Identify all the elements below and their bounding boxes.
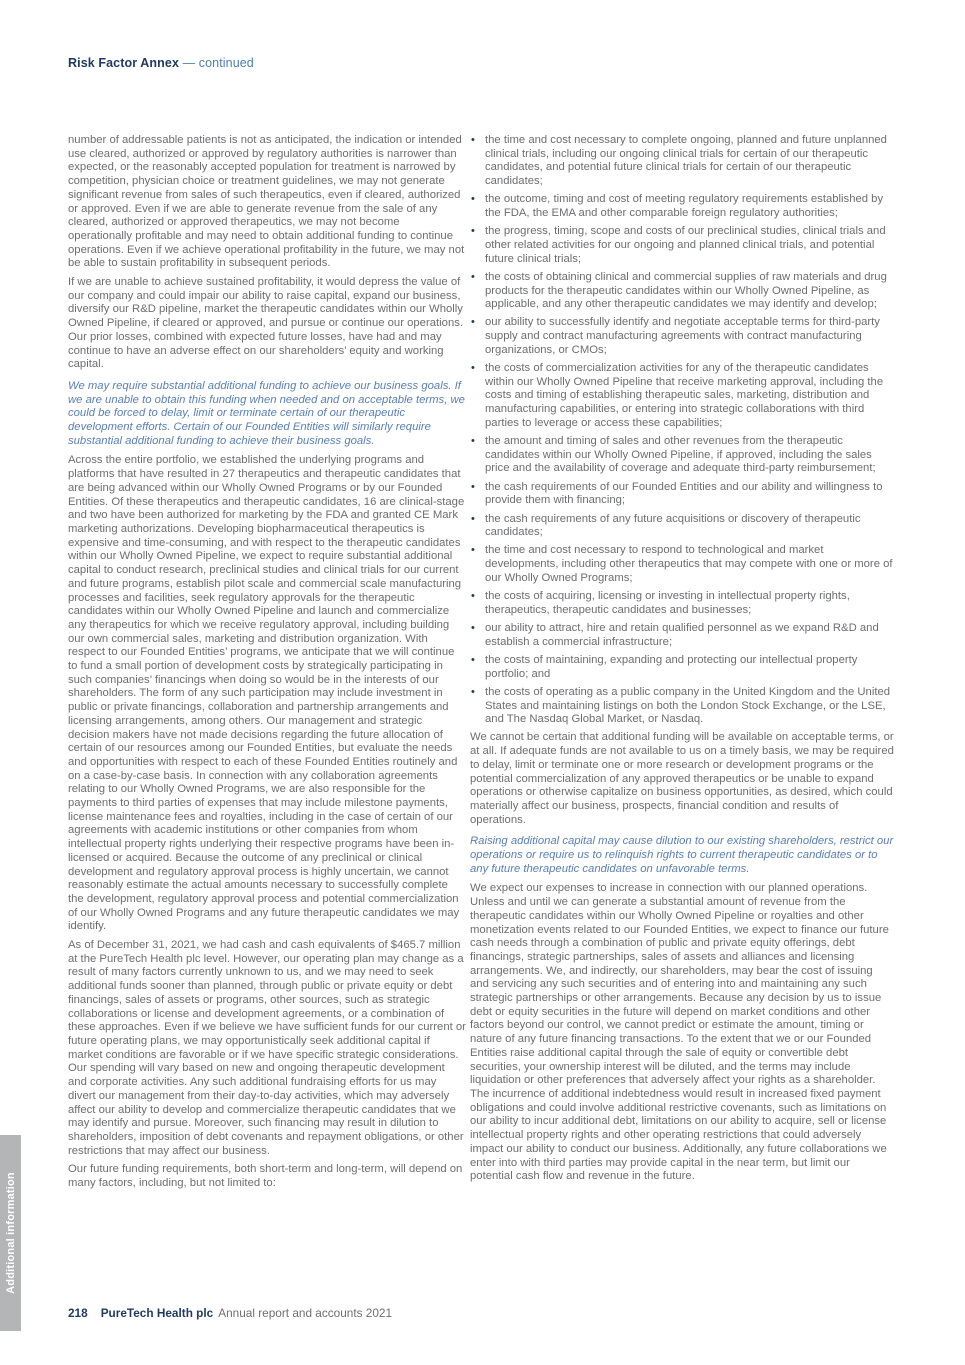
funding-factors-list	[470, 134, 894, 727]
body-paragraph: Across the entire portfolio, we established the underlying programs and platforms that have resulted in 27 therapeutics and therapeutic candidates that are being advanced within our Wholly Owned Programs or by our Founded Entities. Of these therapeutics and therapeutic candidates, 16 are clinical-stage and two have been authorized for marketing by the FDA and granted CE Mark marketing authorizations. Developing biopharmaceutical therapeutics is expensive and time-consuming, and with respect to the therapeutic candidates within our Wholly Owned Pipeline, we expect to require substantial additional capital to conduct research, preclinical studies and clinical trials for our current and future programs, establish pilot scale and commercial scale manufacturing processes and facilities, seek regulatory approvals for the therapeutic candidates within our Wholly Owned Pipeline and launch and commercialize any therapeutics for which we receive regulatory approval, including building our own commercial sales, marketing and distribution organization. With respect to our Founded Entities’ programs, we anticipate that we will continue to fund a small portion of development costs by strategically participating in such companies’ financings when doing so would be in the interests of our shareholders. The form of any such participation may include investment in public or private financings, collaboration and partnership arrangements and licensing arrangements, among others. Our management and strategic decision makers have not made decisions regarding the future allocation of certain of our resources among our Founded Entities, but evaluate the needs and opportunities with respect to each of these Founded Entities routinely and on a case-by-case basis. In connection with any collaboration agreements relating to our Wholly Owned Programs, we are also responsible for the payments to third parties of expenses that may include milestone payments, license maintenance fees and royalties, including in the case of certain of our agreements with academic institutions or other companies from whom intellectual property rights underlying their respective programs have been in-licensed or acquired. Because the outcome of any preclinical or clinical development and regulatory approval process is highly uncertain, we cannot reasonably estimate the actual amounts necessary to successfully complete the development, regulatory approval process and potential commercialization of our Wholly Owned Programs and any future therapeutic candidates we may identify.	[68, 454, 465, 933]
list-item	[470, 590, 894, 617]
running-header	[68, 56, 254, 70]
list-item	[470, 654, 894, 681]
list-item	[470, 271, 894, 312]
section-tab-additional-information	[0, 1135, 21, 1331]
list-item	[470, 544, 894, 585]
page-footer	[68, 1306, 392, 1320]
right-column	[470, 134, 894, 1189]
list-item-text: the costs of acquiring, licensing or investing in intellectual property rights, therapeutics, therapeutic candidates and businesses;	[485, 590, 850, 616]
section-tab-label: Additional information	[4, 1172, 17, 1294]
list-item-text: the cash requirements of any future acquisitions or discovery of therapeutic candidates;	[485, 512, 861, 539]
list-item	[470, 193, 894, 220]
list-item-text: the cash requirements of our Founded Entities and our ability and willingness to provide them with financing;	[485, 480, 883, 507]
list-item-text: the progress, timing, scope and costs of our preclinical studies, clinical trials and other related activities for our ongoing and planned clinical trials, and potential future clinical trials;	[485, 225, 886, 265]
list-item	[470, 435, 894, 476]
company-name: PureTech Health plc	[100, 1306, 214, 1320]
bullet-icon: •	[471, 685, 475, 698]
list-item-text: our ability to attract, hire and retain qualified personnel as we expand R&D and establish a commercial infrastructure;	[485, 622, 879, 648]
section-title: Risk Factor Annex	[68, 56, 179, 70]
left-column	[68, 134, 466, 1196]
list-item-text: the time and cost necessary to respond to technological and market developments, including other therapeutics that may compete with one or more of our Wholly Owned Programs;	[485, 544, 893, 584]
list-item	[470, 134, 894, 189]
list-item-text: the costs of obtaining clinical and commercial supplies of raw materials and drug products for the therapeutic candidates within our Wholly Owned Pipeline, as applicable, and any other therapeutic candidates we may identify and develop;	[485, 270, 887, 311]
bullet-icon: •	[471, 653, 475, 666]
bullet-icon: •	[471, 225, 475, 238]
bullet-icon: •	[471, 193, 475, 206]
bullet-icon: •	[471, 316, 475, 329]
body-paragraph: As of December 31, 2021, we had cash and cash equivalents of $465.7 million at the PureTech Health plc level. However, our operating plan may change as a result of many factors currently unknown to us, and we may need to seek additional funds sooner than planned, through public or private equity or debt financings, sales of assets or programs, other sources, such as strategic collaborations or license and development agreements, or a combination of these approaches. Even if we believe we have sufficient funds for our current or future operating plans, we may opportunistically seek additional capital if market conditions are favorable or if we have specific strategic considerations. Our spending will vary based on new and ongoing therapeutic development and corporate activities. Any such additional fundraising efforts for us may divert our management from their day-to-day activities, which may adversely affect our ability to develop and commercialize therapeutic candidates that we may identify and pursue. Moreover, such financing may result in dilution to shareholders, imposition of debt covenants and repayment obligations, or other restrictions that may affect our business.	[68, 939, 466, 1157]
body-paragraph: We expect our expenses to increase in connection with our planned operations. Unless and until we can generate a substantial amount of revenue from the therapeutic candidates within our Wholly Owned Pipeline or royalties and other monetization events related to our Founded Entities, we expect to finance our future cash needs through a combination of public and private equity offerings, debt financings, strategic partnerships, sales of assets and alliances and licensing arrangements. We, and indirectly, our shareholders, may bear the cost of issuing and servicing any such securities and of entering into and maintaining any such strategic partnerships or other arrangements. Because any decision by us to issue debt or equity securities in the future will depend on market conditions and other factors beyond our control, we cannot predict or estimate the amount, timing or nature of any future financing transactions. To the extent that we or our Founded Entities raise additional capital through the sale of equity or convertible debt securities, your ownership interest will be diluted, and the terms may include liquidation or other preferences that adversely affect your rights as a shareholder. The incurrence of additional indebtedness would result in increased fixed payment obligations and could involve additional restrictive covenants, such as limitations on our ability to incur additional debt, limitations on our ability to acquire, sell or license intellectual property rights and other operating restrictions that could adversely impact our ability to conduct our business. Additionally, any future collaborations we enter into with third parties may provide capital in the near term, but limit our potential cash flow and revenue in the future.	[470, 882, 889, 1183]
list-item-text: the costs of operating as a public company in the United Kingdom and the United States and maintaining listings on both the London Stock Exchange, or the LSE, and The Nasdaq Global Market, or Nasdaq.	[485, 685, 891, 726]
list-item	[470, 513, 894, 540]
bullet-icon: •	[471, 590, 475, 603]
section-continued-label: — continued	[182, 56, 254, 70]
bullet-icon: •	[471, 544, 475, 557]
risk-factor-heading: Raising additional capital may cause dilution to our existing shareholders, restrict our operations or require us to relinquish rights to current therapeutic candidates or to any future therapeutic candidates on unfavorable terms.	[470, 835, 894, 875]
list-item-text: the costs of maintaining, expanding and protecting our intellectual property portfolio; and	[485, 653, 858, 680]
report-title: Annual report and accounts 2021	[218, 1306, 393, 1320]
risk-factor-heading: We may require substantial additional funding to achieve our business goals. If we are unable to obtain this funding when needed and on acceptable terms, we could be forced to delay, limit or terminate certain of our therapeutic development efforts. Certain of our Founded Entities will similarly require substantial additional funding to achieve their business goals.	[68, 379, 465, 447]
bullet-icon: •	[471, 270, 475, 283]
bullet-icon: •	[471, 362, 475, 375]
bullet-icon: •	[471, 435, 475, 448]
body-paragraph: number of addressable patients is not as anticipated, the indication or intended use cleared, authorized or approved by regulatory authorities is narrower than expected, or the reasonably accepted population for treatment is narrowed by competition, physician choice or treatment guidelines, we may not generate significant revenue from sales of such therapeutics, even if cleared, authorized or approved. Even if we are able to generate revenue from the sale of any cleared, authorized or approved therapeutics, we may not become operationally profitable and may need to obtain additional funding to continue operations. Even if we achieve operational profitability in the future, we may not be able to sustain profitability in subsequent periods.	[68, 134, 465, 270]
bullet-icon: •	[471, 512, 475, 525]
bullet-icon: •	[471, 622, 475, 634]
body-paragraph: If we are unable to achieve sustained profitability, it would depress the value of our company and could impair our ability to raise capital, expand our business, diversify our R&D pipeline, market the therapeutic candidates within our Wholly Owned Pipeline, if cleared or approved, and pursue or continue our operations. Our prior losses, combined with expected future losses, have had and may continue to have an adverse effect on our shareholders’ equity and working capital.	[68, 276, 464, 371]
list-item	[470, 622, 894, 649]
list-item	[470, 481, 894, 508]
body-paragraph: Our future funding requirements, both short-term and long-term, will depend on many factors, including, but not limited to:	[68, 1163, 463, 1190]
list-item-text: the outcome, timing and cost of meeting regulatory requirements established by the FDA, the EMA and other comparable foreign regulatory authorities;	[485, 193, 884, 220]
list-item-text: the costs of commercialization activities for any of the therapeutic candidates within our Wholly Owned Pipeline that receive marketing approval, including the costs and timing of establishing therapeutic sales, marketing, distribution and manufacturing capabilities, or entering into strategic collaborations with third parties to leverage or access these capabilities;	[485, 362, 884, 429]
list-item-text: the time and cost necessary to complete ongoing, planned and future unplanned clinical trials, including our ongoing clinical trials for certain of our therapeutic candidates, and potential future clinical trials for certain of our therapeutic candidates;	[485, 134, 887, 188]
body-paragraph: We cannot be certain that additional funding will be available on acceptable terms, or at all. If adequate funds are not available to us on a timely basis, we may be required to delay, limit or terminate one or more research or development programs or the potential commercialization of any approved therapeutics or be unable to expand operations or otherwise capitalize on business opportunities, as desired, which could materially affect our business, prospects, financial condition and results of operations.	[470, 731, 894, 826]
bullet-icon: •	[471, 480, 475, 493]
list-item	[470, 225, 894, 266]
list-item	[470, 686, 894, 727]
list-item-text: the amount and timing of sales and other revenues from the therapeutic candidates within our Wholly Owned Pipeline, if approved, including the sales price and the availability of coverage and adequate third-party reimbursement;	[485, 435, 876, 475]
bullet-icon: •	[471, 134, 475, 146]
list-item-text: our ability to successfully identify and negotiate acceptable terms for third-party supply and contract manufacturing agreements with contract manufacturing organizations, or CMOs;	[485, 316, 880, 356]
page-number: 218	[68, 1306, 88, 1320]
list-item	[470, 316, 894, 357]
list-item	[470, 362, 894, 431]
